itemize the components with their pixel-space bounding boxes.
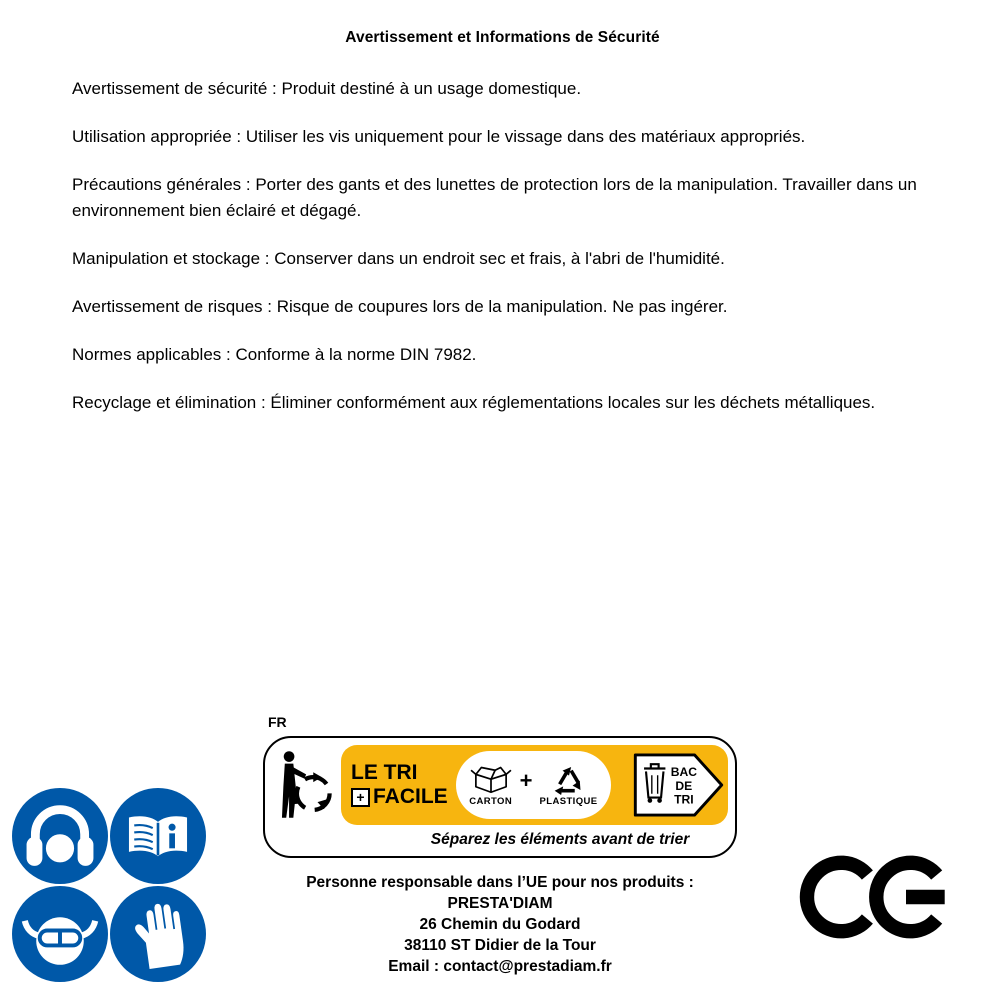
material-plastique	[540, 762, 598, 807]
plus-box-icon: +	[351, 788, 370, 807]
sorting-bin-tag	[633, 752, 725, 818]
material-carton	[469, 762, 513, 807]
sorting-instruction: Séparez les éléments avant de trier	[430, 830, 690, 848]
company-name: PRESTA'DIAM	[447, 895, 553, 912]
responsible-person-block	[250, 872, 750, 977]
responsible-intro: Personne responsable dans l’UE pour nos produits :	[306, 874, 694, 891]
ear-protection-pictogram	[12, 788, 108, 884]
material-carton-label: CARTON	[469, 796, 513, 807]
mandatory-pictograms	[12, 788, 206, 982]
read-instructions-pictogram	[110, 788, 206, 884]
carton-box-icon	[469, 762, 513, 795]
safety-paragraph: Normes applicables : Conforme à la norme DIN 7982.	[72, 345, 477, 364]
eye-protection-pictogram	[12, 886, 108, 982]
bin-tag-line2: DE	[675, 778, 693, 793]
protective-gloves-icon	[114, 890, 202, 978]
safety-paragraph: Avertissement de sécurité : Produit destiné à un usage domestique.	[72, 79, 582, 98]
protective-gloves-pictogram	[110, 886, 206, 982]
safety-paragraph: Utilisation appropriée : Utiliser les vis uniquement pour le vissage dans des matériaux appropriés.	[72, 127, 806, 146]
safety-paragraph: Recyclage et élimination : Éliminer conformément aux réglementations locales sur les déchets métalliques.	[72, 393, 876, 412]
material-plastique-label: PLASTIQUE	[539, 796, 598, 807]
tri-facile-band	[341, 745, 728, 825]
tri-headline-line2: FACILE	[373, 784, 448, 808]
bin-tag-line1: BAC	[670, 764, 697, 779]
recycling-sorting-label	[263, 736, 737, 858]
country-code: FR	[268, 714, 287, 730]
page-title: Avertissement et Informations de Sécurité	[345, 29, 660, 46]
materials-plus-sign: +	[519, 767, 533, 793]
safety-paragraph: Précautions générales : Porter des gants et des lunettes de protection lors de la manipulation. Travailler dans un environnement bien éclairé et dégagé.	[72, 175, 917, 220]
address-line1: 26 Chemin du Godard	[419, 916, 581, 933]
bin-tag-line3: TRI	[674, 791, 694, 806]
recycling-triangle-icon	[551, 762, 587, 795]
triman-icon	[272, 746, 336, 824]
safety-paragraph: Avertissement de risques : Risque de coupures lors de la manipulation. Ne pas ingérer.	[72, 297, 728, 316]
read-instructions-icon	[114, 792, 202, 880]
ear-protection-icon	[16, 792, 104, 880]
address-line2: 38110 ST Didier de la Tour	[404, 937, 596, 954]
ce-marking-icon	[798, 852, 960, 942]
safety-paragraph: Manipulation et stockage : Conserver dans un endroit sec et frais, à l'abri de l'humidité.	[72, 249, 725, 268]
tri-facile-headline	[351, 761, 448, 809]
tri-headline-line1: LE TRI	[351, 760, 418, 784]
sorting-label-row	[272, 743, 728, 826]
safety-paragraphs	[72, 76, 942, 438]
contact-email: Email : contact@prestadiam.fr	[388, 958, 612, 975]
materials-oval	[456, 751, 611, 819]
eye-protection-icon	[16, 890, 104, 978]
